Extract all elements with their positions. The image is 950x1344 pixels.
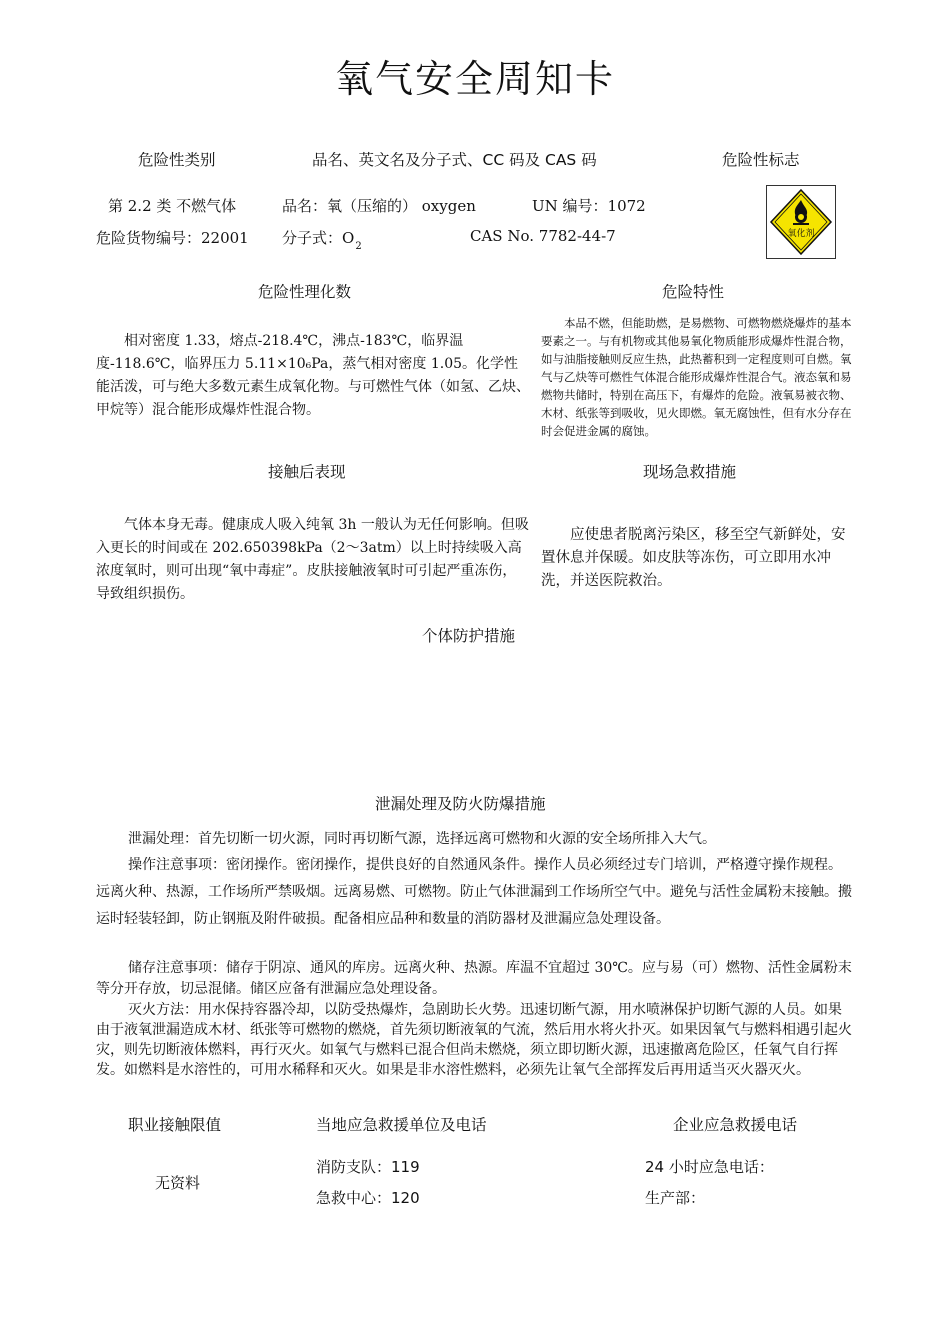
header-hazard-category: 危险性类别	[138, 151, 216, 169]
header-local-rescue: 当地应急救援单位及电话	[316, 1116, 487, 1134]
hazard-sign-label: 氧化剂	[787, 229, 815, 239]
header-hazard-sign: 危险性标志	[722, 151, 800, 169]
product-name: 品名：氧（压缩的） oxygen	[282, 197, 476, 215]
exposure-limit-value: 无资料	[155, 1174, 201, 1192]
first-aid-text: 应使患者脱离污染区，移至空气新鲜处，安置休息并保暖。如皮肤等冻伤，可立即用水冲洗，并送医院救治。	[541, 527, 846, 589]
header-first-aid: 现场急救措施	[643, 463, 737, 481]
storage-text: 储存注意事项：储存于阴凉、通风的库房。远离火种、热源。库温不宜超过 30℃。应与易（可）燃物、活性金属粉末等分开存放，切忌混储。储区应备有泄漏应急处理设备。	[96, 960, 852, 997]
fire-fighting	[96, 1000, 854, 1080]
un-number: UN 编号：1072	[532, 197, 646, 215]
header-exposure-limit: 职业接触限值	[128, 1116, 222, 1134]
header-exposure: 接触后表现	[268, 463, 346, 481]
header-leak-fire: 泄漏处理及防火防爆措施	[375, 795, 546, 813]
leak-label: 泄漏处理：	[128, 831, 198, 847]
leak-handling	[96, 828, 854, 851]
oxidizer-hazard-sign	[766, 185, 836, 259]
exposure-text: 气体本身无毒。健康成人吸入纯氧 3h 一般认为无任何影响。但吸入更长的时间或在 202.650398kPa（2～3atm）以上时持续吸入高浓度氧时，则可出现“氧中毒症”。皮肤接触液氧时可引起严重冻伤，导致组织损伤。	[96, 517, 529, 602]
formula-subscript: 2	[355, 241, 362, 252]
leak-text: 首先切断一切火源，同时再切断气源，选择远离可燃物和火源的安全场所排入大气。	[198, 831, 716, 847]
header-company-rescue: 企业应急救援电话	[673, 1116, 798, 1134]
producer-department: 生产部：	[645, 1189, 706, 1207]
operation-text: 操作注意事项：密闭操作。密闭操作，提供良好的自然通风条件。操作人员必须经过专门培训，严格遵守操作规程。远离火种、热源，工作场所严禁吸烟。远离易燃、可燃物。防止气体泄漏到工作场所空气中。避免与活性金属粉末接触。搬运时轻装轻卸，防止钢瓶及附件破损。配备相应品种和数量的消防器材及泄漏应急处理设备。	[96, 857, 852, 927]
emergency-center-phone: 急救中心：120	[316, 1189, 420, 1207]
header-name-formula: 品名、英文名及分子式、CC 码及 CAS 码	[312, 151, 597, 169]
dangerous-goods-number: 危险货物编号：22001	[96, 229, 249, 247]
cas-number: CAS No. 7782-44-7	[470, 227, 616, 245]
fire-text: 用水保持容器冷却，以防受热爆炸，急剧助长火势。迅速切断气源，用水喷淋保护切断气源的人员。如果由于液氧泄漏造成木材、纸张等可燃物的燃烧，首先须切断液氧的气流，然后用水将火扑灭。如果因氧气与燃料相遇引起火灾，则先切断液体燃料，再行灭火。如氧气与燃料已混合但尚未燃烧，须立即切断火源，迅速撤离危险区，任氧气自行挥发。如燃料是水溶性的，可用水稀释和灭火。如果是非水溶性燃料，必须先让氧气全部挥发后再用适当灭火器灭火。	[96, 1002, 852, 1078]
fire-brigade-phone: 消防支队：119	[316, 1158, 420, 1176]
formula-label: 分子式：O	[282, 229, 355, 247]
header-physchem: 危险性理化数	[258, 283, 352, 301]
header-hazard-properties: 危险特性	[662, 283, 725, 301]
page-title: 氧气安全周知卡	[334, 57, 615, 101]
hotline-24h: 24 小时应急电话：	[645, 1158, 774, 1176]
hazard-class: 第 2.2 类 不燃气体	[108, 197, 237, 215]
molecular-formula	[282, 227, 362, 252]
physchem-text: 相对密度 1.33，熔点-218.4℃，沸点-183℃，临界温度-118.6℃，临界压力 5.11×10₆Pa，蒸气相对密度 1.05。化学性能活泼，可与绝大多数元素生成氧化物。与可燃性气体（如氢、乙炔、甲烷等）混合能形成爆炸性混合物。	[96, 333, 530, 418]
fire-label: 灭火方法：	[128, 1002, 198, 1018]
hazard-properties-text: 本品不燃，但能助燃，是易燃物、可燃物燃烧爆炸的基本要素之一。与有机物或其他易氧化物质能形成爆炸性混合物，如与油脂接触则反应生热，此热蓄积到一定程度则可自燃。氧气与乙炔等可燃性气体混合能形成爆炸性混合气。液态氧和易燃物共储时，特别在高压下，有爆炸的危险。液氧易被衣物、木材、纸张等到吸收，见火即燃。氧无腐蚀性，但有水分存在时会促进金属的腐蚀。	[541, 316, 852, 438]
header-ppe: 个体防护措施	[422, 627, 516, 645]
